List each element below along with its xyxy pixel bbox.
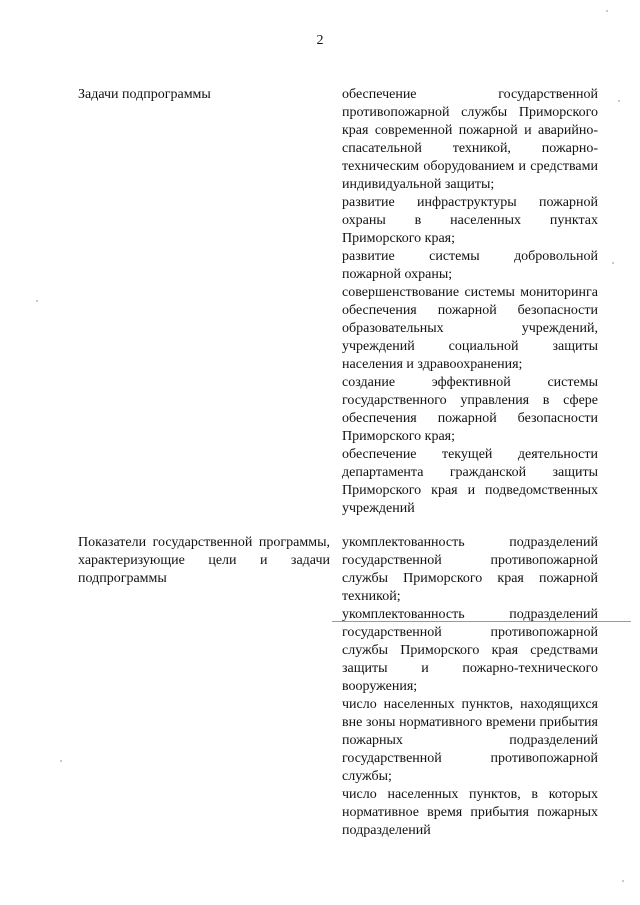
scan-artifact [606, 10, 608, 12]
list-item: число населенных пунктов, находящихся вне зоны нормативного времени прибытия пожарных подразделений государственной противопожарной службы; [342, 697, 598, 784]
scan-artifact [36, 300, 38, 302]
list-item: совершенствование системы мониторинга обеспечения пожарной безопасности образовательных учреждений, учреждений социальной защиты населения и здравоохранения; [342, 285, 598, 372]
list-item: укомплектованность подразделений государственной противопожарной службы Приморского края пожарной техникой; [342, 535, 598, 604]
scan-artifact [622, 880, 624, 882]
list-item: укомплектованность подразделений государственной противопожарной службы Приморского края средствами защиты и пожарно-технического вооружения; [342, 607, 598, 694]
row-content [342, 86, 598, 518]
list-item: развитие системы добровольной пожарной охраны; [342, 249, 598, 282]
list-item: обеспечение государственной противопожарной службы Приморского края современной пожарной и аварийно-спасательной техникой, пожарно-техническим оборудованием и средствами индивидуальной защиты; [342, 87, 598, 192]
scan-artifact [612, 262, 614, 264]
row-label: Показатели государственной программы, характеризующие цели и задачи подпрограммы [78, 535, 330, 586]
list-item: обеспечение текущей деятельности департамента гражданской защиты Приморского края и подведомственных учреждений [342, 447, 598, 516]
list-item: число населенных пунктов, в которых нормативное время прибытия пожарных подразделений [342, 787, 598, 838]
list-item: развитие инфраструктуры пожарной охраны в населенных пунктах Приморского края; [342, 195, 598, 246]
row-content [342, 534, 598, 840]
page-number: 2 [316, 33, 324, 48]
row-label: Задачи подпрограммы [78, 87, 211, 102]
scan-artifact [618, 100, 620, 102]
scan-artifact [60, 760, 62, 762]
list-item: создание эффективной системы государственного управления в сфере обеспечения пожарной безопасности Приморского края; [342, 375, 598, 444]
table-divider [332, 621, 631, 622]
